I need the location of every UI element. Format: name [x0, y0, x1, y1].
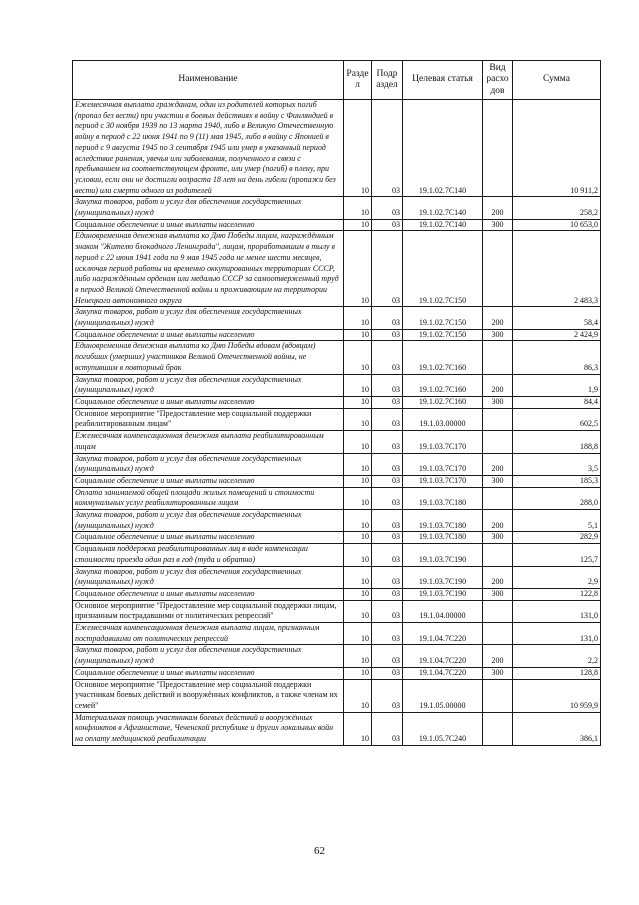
row-section: 10 — [344, 408, 372, 430]
row-name: Оплата занимаемой общей площади жилых помещений и стоимости коммунальных услуг реабилитированным лицам — [73, 487, 344, 509]
row-target: 19.1.02.7С150 — [403, 231, 483, 307]
row-sum: 282,9 — [513, 532, 601, 544]
row-section: 10 — [344, 645, 372, 667]
budget-table-container — [72, 60, 600, 746]
row-name: Закупка товаров, работ и услуг для обеспечения государственных (муниципальных) нужд — [73, 566, 344, 588]
row-sum: 2,9 — [513, 566, 601, 588]
row-section: 10 — [344, 341, 372, 374]
row-section: 10 — [344, 431, 372, 453]
row-subsection: 03 — [372, 408, 403, 430]
row-target: 19.1.03.7С170 — [403, 475, 483, 487]
row-expense-type — [483, 544, 513, 566]
row-expense-type — [483, 231, 513, 307]
row-expense-type — [483, 712, 513, 745]
header-row — [73, 61, 601, 100]
row-sum: 58,4 — [513, 307, 601, 329]
table-row — [73, 453, 601, 475]
row-expense-type: 200 — [483, 453, 513, 475]
row-target: 19.1.03.7С180 — [403, 532, 483, 544]
row-section: 10 — [344, 100, 372, 197]
row-sum: 5,1 — [513, 510, 601, 532]
row-name: Социальное обеспечение и иные выплаты населению — [73, 532, 344, 544]
row-name: Социальная поддержка реабилитированных лиц в виде компенсации стоимости проезда один раз в год (туда и обратно) — [73, 544, 344, 566]
row-name: Ежемесячная выплата гражданам, один из родителей которых погиб (пропал без вести) при участии в боевых действиях в войну с Финляндией в период с 30 ноября 1939 по 13 марта 1940, либо в Великую Отечественную войну в период с 22 июня 1941 по 9 (11) мая 1945, либо в войну с Японией в период с 9 августа 1945 по 3 сентября 1945 или умер в указанный период вследствие ранения, увечья или заболевания, полученного в связи с пребыванием на соответствующем фронте, или умер (погиб) в плену, при условии, если они не достигли возраста 18 лет на день гибели (пропажи без вести) или смерти одного из родителей — [73, 100, 344, 197]
table-row — [73, 712, 601, 745]
row-name: Закупка товаров, работ и услуг для обеспечения государственных (муниципальных) нужд — [73, 453, 344, 475]
row-sum: 122,8 — [513, 588, 601, 600]
row-expense-type: 300 — [483, 532, 513, 544]
row-sum: 602,5 — [513, 408, 601, 430]
table-row — [73, 600, 601, 622]
row-target: 19.1.04.7С220 — [403, 623, 483, 645]
row-subsection: 03 — [372, 341, 403, 374]
row-target: 19.1.03.7С180 — [403, 487, 483, 509]
row-subsection: 03 — [372, 219, 403, 231]
row-expense-type: 300 — [483, 396, 513, 408]
row-name: Единовременная денежная выплата ко Дню Победы вдовам (вдовцам) погибших (умерших) участников Великой Отечественной войны, не вступившим в повторный брак — [73, 341, 344, 374]
row-subsection: 03 — [372, 532, 403, 544]
row-subsection: 03 — [372, 431, 403, 453]
row-sum: 2 424,9 — [513, 329, 601, 341]
table-row — [73, 645, 601, 667]
row-subsection: 03 — [372, 307, 403, 329]
table-row — [73, 544, 601, 566]
row-target: 19.1.04.7С220 — [403, 667, 483, 679]
row-section: 10 — [344, 374, 372, 396]
row-sum: 1,9 — [513, 374, 601, 396]
row-section: 10 — [344, 487, 372, 509]
row-subsection: 03 — [372, 453, 403, 475]
table-row — [73, 510, 601, 532]
row-sum: 84,4 — [513, 396, 601, 408]
row-section: 10 — [344, 475, 372, 487]
row-target: 19.1.03.7С180 — [403, 510, 483, 532]
row-name: Основное мероприятие "Предоставление мер социальной поддержки участникам боевых действий и вооружённых конфликтов, а также членам их семей" — [73, 679, 344, 712]
table-row — [73, 623, 601, 645]
row-expense-type — [483, 600, 513, 622]
row-name: Закупка товаров, работ и услуг для обеспечения государственных (муниципальных) нужд — [73, 645, 344, 667]
row-target: 19.1.02.7С140 — [403, 219, 483, 231]
row-expense-type — [483, 431, 513, 453]
row-expense-type: 200 — [483, 645, 513, 667]
row-expense-type — [483, 623, 513, 645]
row-sum: 185,3 — [513, 475, 601, 487]
row-sum: 2 483,3 — [513, 231, 601, 307]
table-row — [73, 219, 601, 231]
row-expense-type: 300 — [483, 329, 513, 341]
row-expense-type — [483, 100, 513, 197]
row-sum: 86,3 — [513, 341, 601, 374]
row-subsection: 03 — [372, 510, 403, 532]
row-sum: 188,8 — [513, 431, 601, 453]
row-expense-type: 200 — [483, 566, 513, 588]
table-row — [73, 431, 601, 453]
row-target: 19.1.05.7С240 — [403, 712, 483, 745]
table-row — [73, 197, 601, 219]
row-subsection: 03 — [372, 475, 403, 487]
table-row — [73, 341, 601, 374]
row-sum: 128,8 — [513, 667, 601, 679]
row-name: Социальное обеспечение и иные выплаты населению — [73, 588, 344, 600]
row-section: 10 — [344, 544, 372, 566]
row-expense-type: 300 — [483, 219, 513, 231]
row-subsection: 03 — [372, 487, 403, 509]
row-subsection: 03 — [372, 712, 403, 745]
table-row — [73, 100, 601, 197]
row-sum: 10 653,0 — [513, 219, 601, 231]
row-subsection: 03 — [372, 396, 403, 408]
row-section: 10 — [344, 532, 372, 544]
row-sum: 2,2 — [513, 645, 601, 667]
table-row — [73, 667, 601, 679]
row-name: Основное мероприятие "Предоставление мер социальной поддержки реабилитированным лицам" — [73, 408, 344, 430]
row-section: 10 — [344, 453, 372, 475]
row-target: 19.1.03.7С170 — [403, 431, 483, 453]
row-target: 19.1.05.00000 — [403, 679, 483, 712]
header-subsection: Подр аздел — [372, 61, 403, 100]
row-sum: 131,0 — [513, 623, 601, 645]
row-name: Социальное обеспечение и иные выплаты населению — [73, 667, 344, 679]
row-section: 10 — [344, 588, 372, 600]
row-section: 10 — [344, 679, 372, 712]
table-row — [73, 566, 601, 588]
row-section: 10 — [344, 566, 372, 588]
row-expense-type: 200 — [483, 510, 513, 532]
row-expense-type: 300 — [483, 475, 513, 487]
table-row — [73, 396, 601, 408]
row-sum: 386,1 — [513, 712, 601, 745]
row-expense-type — [483, 487, 513, 509]
row-sum: 131,0 — [513, 600, 601, 622]
row-subsection: 03 — [372, 231, 403, 307]
row-target: 19.1.04.00000 — [403, 600, 483, 622]
row-target: 19.1.02.7С160 — [403, 374, 483, 396]
row-name: Ежемесячная компенсационная денежная выплата реабилитированным лицам — [73, 431, 344, 453]
row-name: Закупка товаров, работ и услуг для обеспечения государственных (муниципальных) нужд — [73, 197, 344, 219]
table-header — [73, 61, 601, 100]
row-sum: 258,2 — [513, 197, 601, 219]
row-expense-type: 300 — [483, 667, 513, 679]
row-expense-type: 200 — [483, 307, 513, 329]
table-row — [73, 231, 601, 307]
header-target: Целевая статья — [403, 61, 483, 100]
row-target: 19.1.02.7С140 — [403, 100, 483, 197]
table-row — [73, 532, 601, 544]
row-expense-type: 200 — [483, 197, 513, 219]
row-section: 10 — [344, 219, 372, 231]
row-section: 10 — [344, 712, 372, 745]
row-name: Социальное обеспечение и иные выплаты населению — [73, 396, 344, 408]
row-expense-type: 200 — [483, 374, 513, 396]
table-body — [73, 100, 601, 746]
table-row — [73, 487, 601, 509]
table-row — [73, 329, 601, 341]
row-subsection: 03 — [372, 645, 403, 667]
row-section: 10 — [344, 667, 372, 679]
row-subsection: 03 — [372, 329, 403, 341]
row-target: 19.1.02.7С160 — [403, 396, 483, 408]
row-section: 10 — [344, 231, 372, 307]
row-target: 19.1.02.7С140 — [403, 197, 483, 219]
table-row — [73, 588, 601, 600]
row-name: Социальное обеспечение и иные выплаты населению — [73, 475, 344, 487]
row-subsection: 03 — [372, 197, 403, 219]
row-name: Основное мероприятие "Предоставление мер социальной поддержки лицам, признанным пострадавшими от политических репрессий" — [73, 600, 344, 622]
table-row — [73, 679, 601, 712]
row-target: 19.1.04.7С220 — [403, 645, 483, 667]
row-expense-type — [483, 408, 513, 430]
row-sum: 288,0 — [513, 487, 601, 509]
row-target: 19.1.03.7С190 — [403, 566, 483, 588]
row-target: 19.1.03.7С190 — [403, 544, 483, 566]
row-name: Материальная помощь участникам боевых действий и вооружённых конфликтов в Афганистане, Чеченской республике и других локальных войн на оплату медицинской реабилитации — [73, 712, 344, 745]
row-sum: 3,5 — [513, 453, 601, 475]
page-number: 62 — [314, 845, 325, 857]
row-subsection: 03 — [372, 679, 403, 712]
table-row — [73, 374, 601, 396]
header-name: Наименование — [73, 61, 344, 100]
row-name: Закупка товаров, работ и услуг для обеспечения государственных (муниципальных) нужд — [73, 510, 344, 532]
row-target: 19.1.02.7С160 — [403, 341, 483, 374]
table-row — [73, 408, 601, 430]
header-section: Разде л — [344, 61, 372, 100]
row-name: Закупка товаров, работ и услуг для обеспечения государственных (муниципальных) нужд — [73, 374, 344, 396]
row-name: Закупка товаров, работ и услуг для обеспечения государственных (муниципальных) нужд — [73, 307, 344, 329]
row-subsection: 03 — [372, 588, 403, 600]
row-target: 19.1.03.00000 — [403, 408, 483, 430]
row-expense-type — [483, 679, 513, 712]
row-subsection: 03 — [372, 374, 403, 396]
header-sum: Сумма — [513, 61, 601, 100]
row-subsection: 03 — [372, 600, 403, 622]
row-section: 10 — [344, 623, 372, 645]
row-subsection: 03 — [372, 544, 403, 566]
row-name: Социальное обеспечение и иные выплаты населению — [73, 329, 344, 341]
row-subsection: 03 — [372, 100, 403, 197]
row-section: 10 — [344, 600, 372, 622]
row-section: 10 — [344, 307, 372, 329]
row-subsection: 03 — [372, 566, 403, 588]
row-name: Единовременная денежная выплата ко Дню Победы лицам, награждённым знаком "Жителю блокадного Ленинграда", лицам, проработавшим в тылу в период с 22 июня 1941 года по 9 мая 1945 года не менее шести месяцев, исключая период работы на временно оккупированных территориях СССР, либо награждённым орденом или медалью СССР за самоотверженный труд в период Великой Отечественной войны и проживающим на территории Ненецкого автономного округа — [73, 231, 344, 307]
row-section: 10 — [344, 510, 372, 532]
table-row — [73, 475, 601, 487]
row-sum: 125,7 — [513, 544, 601, 566]
row-section: 10 — [344, 329, 372, 341]
row-subsection: 03 — [372, 623, 403, 645]
header-expense-type: Вид расхо дов — [483, 61, 513, 100]
table-row — [73, 307, 601, 329]
row-target: 19.1.03.7С170 — [403, 453, 483, 475]
row-section: 10 — [344, 396, 372, 408]
row-name: Ежемесячная компенсационная денежная выплата лицам, признанным пострадавшими от политических репрессий — [73, 623, 344, 645]
row-subsection: 03 — [372, 667, 403, 679]
row-sum: 10 911,2 — [513, 100, 601, 197]
row-expense-type — [483, 341, 513, 374]
row-sum: 10 959,9 — [513, 679, 601, 712]
row-target: 19.1.02.7С150 — [403, 307, 483, 329]
row-section: 10 — [344, 197, 372, 219]
budget-table — [72, 60, 601, 746]
row-expense-type: 300 — [483, 588, 513, 600]
row-target: 19.1.02.7С150 — [403, 329, 483, 341]
row-target: 19.1.03.7С190 — [403, 588, 483, 600]
row-name: Социальное обеспечение и иные выплаты населению — [73, 219, 344, 231]
